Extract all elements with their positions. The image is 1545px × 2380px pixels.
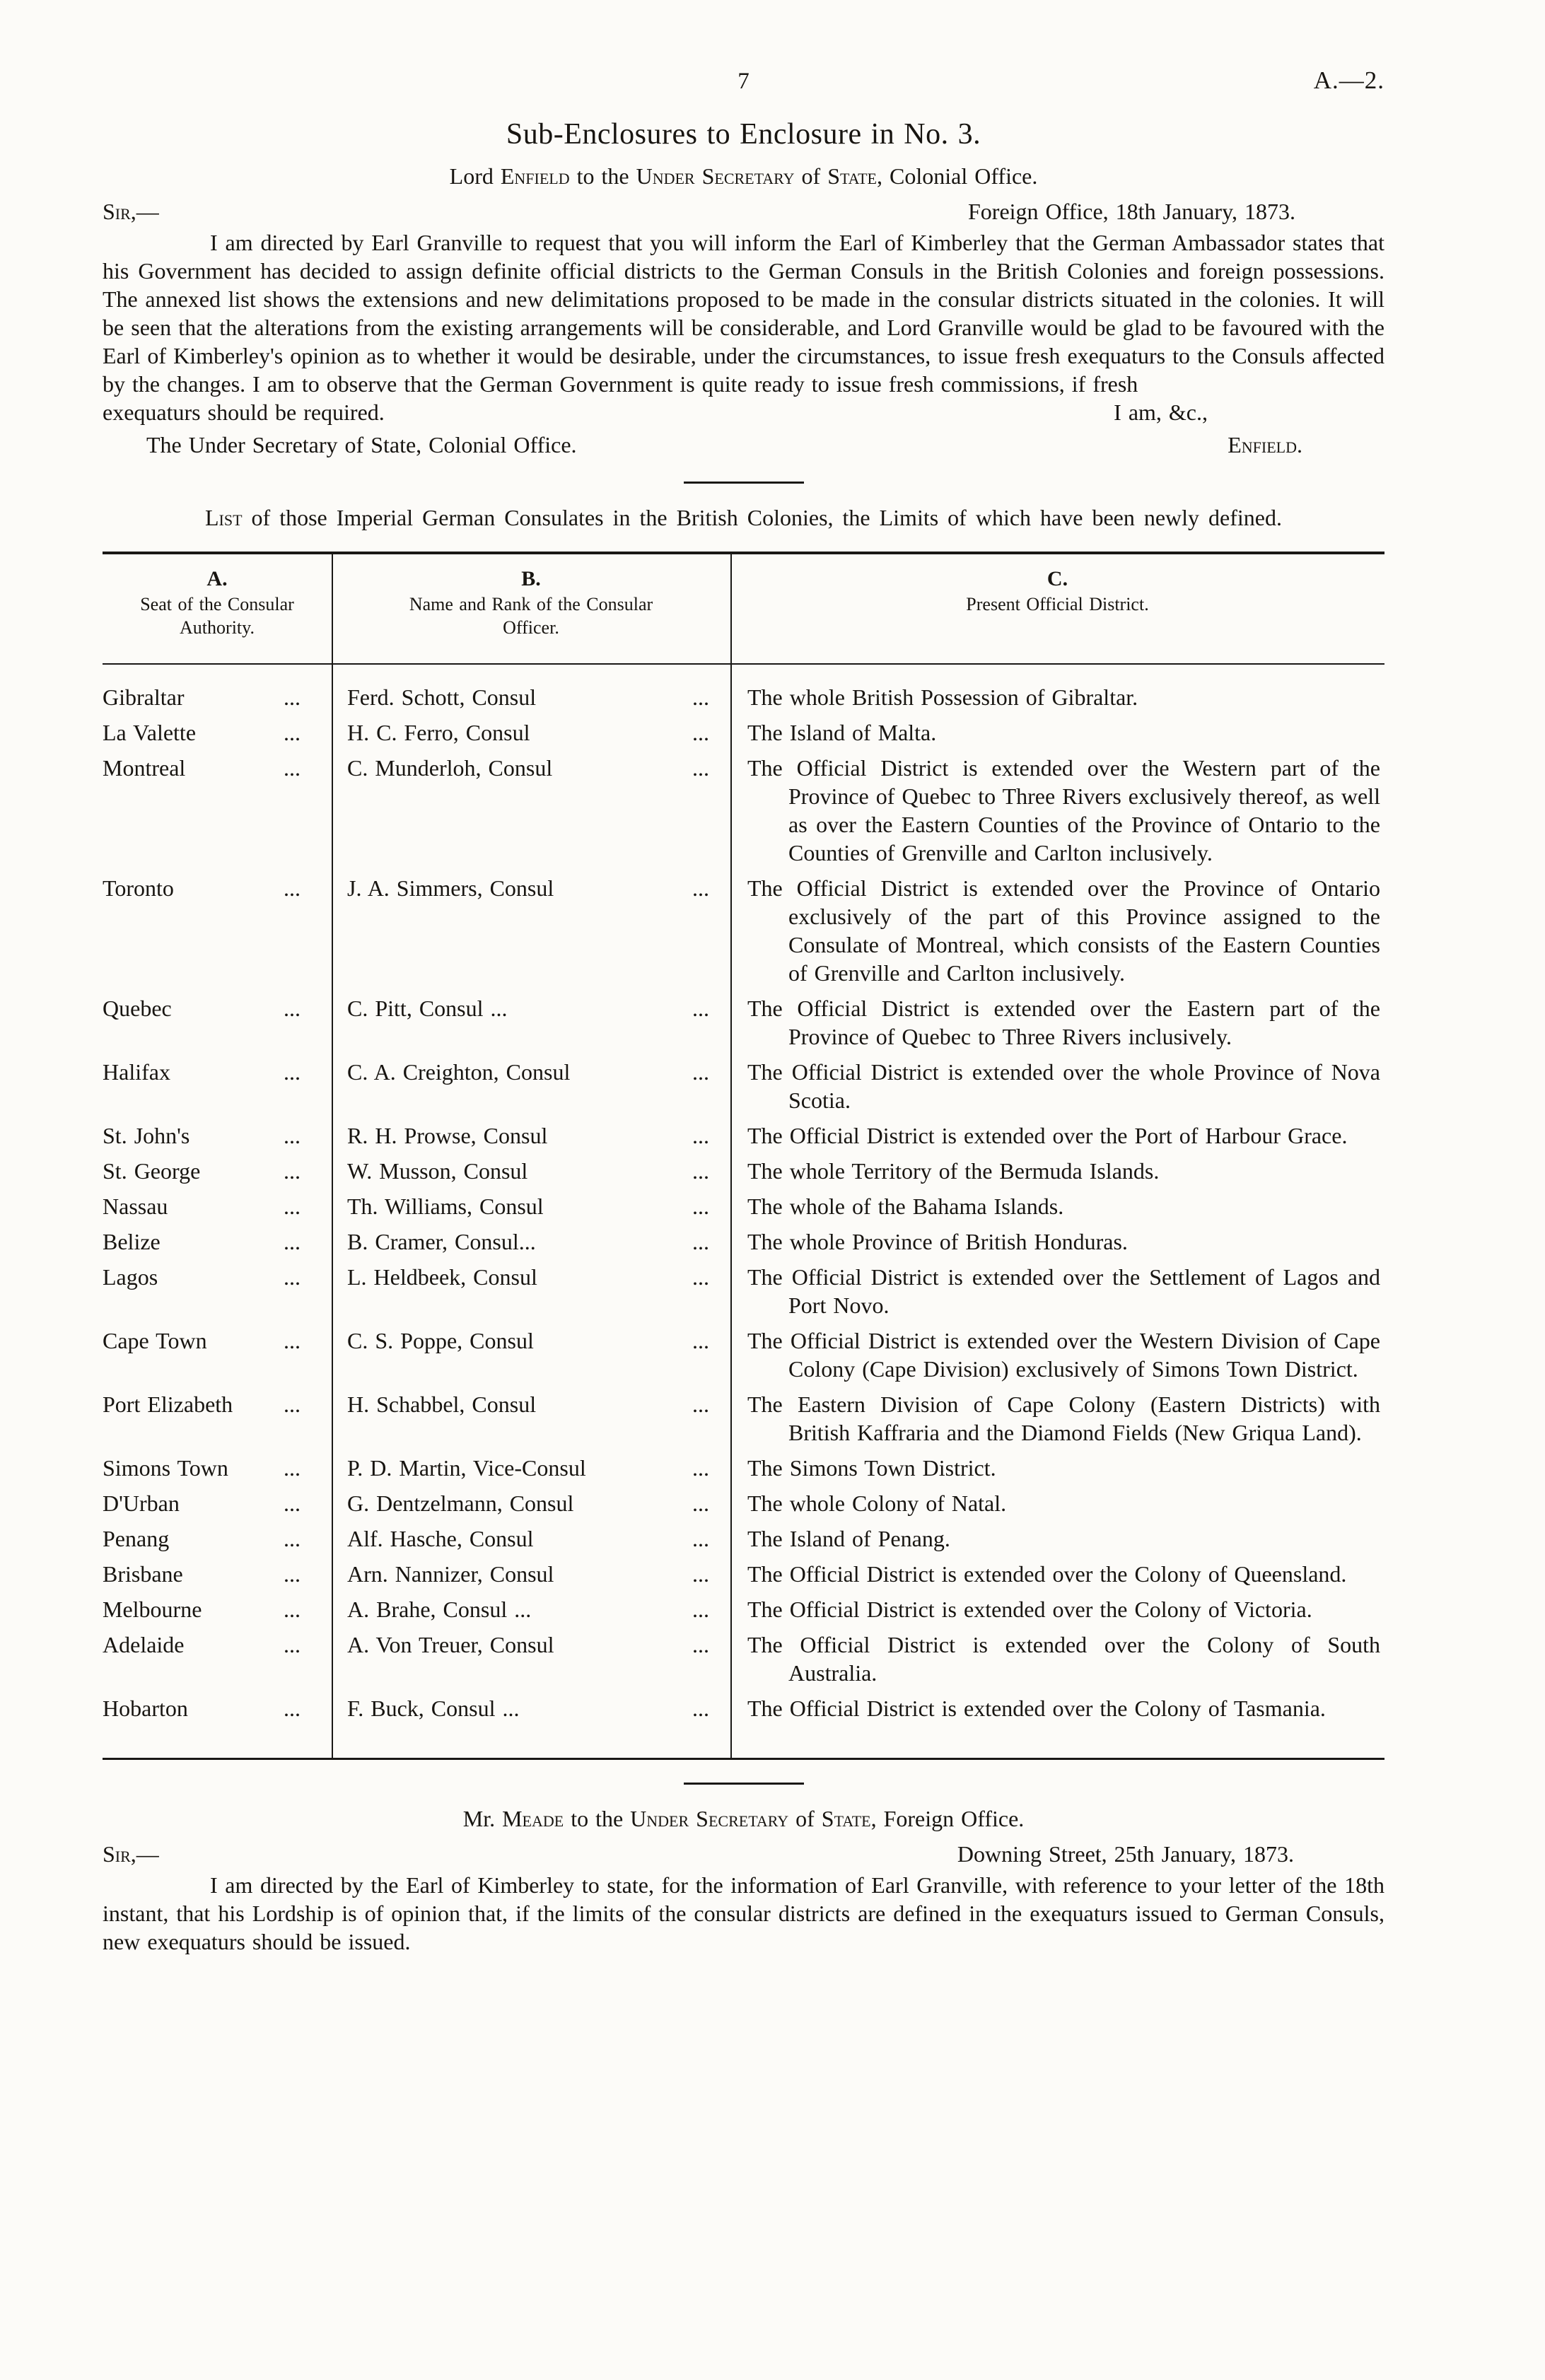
table-row [103, 1560, 1384, 1588]
column-desc-a: Seat of the Consular Authority. [140, 594, 294, 638]
officer-cell [332, 1595, 730, 1623]
officer-name: A. Von Treuer, Consul [347, 1632, 554, 1658]
officer-name: F. Buck, Consul ... [347, 1696, 520, 1722]
page-number: 7 [737, 69, 750, 94]
district-cell: The Official District is extended over the Settlement of Lagos and Port Novo. [747, 1264, 1380, 1319]
dot-leader: ... [692, 996, 709, 1022]
officer-name: Th. Williams, Consul [347, 1194, 544, 1220]
table-row [103, 1524, 1384, 1553]
seat-name: Cape Town [103, 1328, 207, 1354]
officer-cell [332, 1192, 730, 1220]
dot-leader: ... [284, 1491, 301, 1517]
document-title: Sub-Enclosures to Enclosure in No. 3. [506, 118, 981, 151]
section-divider-1 [684, 482, 804, 484]
officer-name: H. Schabbel, Consul [347, 1392, 537, 1418]
table-header-row [103, 554, 1384, 665]
seat-cell [103, 1454, 332, 1482]
dot-leader: ... [692, 1561, 709, 1587]
dot-leader: ... [284, 1328, 301, 1354]
dot-leader: ... [692, 1597, 709, 1623]
officer-cell [332, 1058, 730, 1086]
district-cell: The Official District is extended over the Port of Harbour Grace. [747, 1123, 1348, 1149]
table-row [103, 1157, 1384, 1185]
district-cell: The Official District is extended over the Colony of Queensland. [747, 1561, 1347, 1587]
district-cell: The Official District is extended over the Eastern part of the Province of Quebec to Three Rivers inclusively. [747, 996, 1380, 1050]
letter1-salutation: Sir,— [103, 198, 159, 224]
officer-cell [332, 754, 730, 782]
dot-leader: ... [284, 684, 301, 711]
district-cell: The Official District is extended over the Western Division of Cape Colony (Cape Division) exclusively of Simons Town District. [747, 1328, 1380, 1382]
seat-cell [103, 1157, 332, 1185]
officer-cell [332, 1524, 730, 1553]
letter1-dateline: Foreign Office, 18th January, 1873. [967, 198, 1295, 224]
seat-cell [103, 1524, 332, 1553]
district-cell: The Official District is extended over the Western part of the Province of Quebec to Three Rivers exclusively thereof, as well as over the Eastern Counties of the Province of Ontario to the Counties of Grenville and Carlton inclusively. [747, 755, 1380, 866]
dot-leader: ... [692, 1491, 709, 1517]
column-desc-c: Present Official District. [966, 594, 1149, 615]
district-cell: The Official District is extended over the Province of Ontario exclusively of the part of this Province assigned to the Consulate of Montreal, which consists of the Eastern Counties of Grenville and Carlton inclusively. [747, 875, 1380, 986]
seat-name: Simons Town [103, 1455, 228, 1481]
seat-name: Melbourne [103, 1597, 202, 1623]
dot-leader: ... [692, 1392, 709, 1418]
dot-leader: ... [692, 1455, 709, 1481]
district-cell: The Eastern Division of Cape Colony (Eastern Districts) with British Kaffraria and the Diamond Fields (New Griqua Land). [747, 1392, 1380, 1446]
seat-cell [103, 683, 332, 711]
letter1-salutation-row [103, 197, 1384, 226]
officer-cell [332, 1489, 730, 1517]
seat-name: Gibraltar [103, 684, 185, 711]
table-row [103, 1263, 1384, 1319]
letter1-signature: Enfield. [1228, 431, 1302, 457]
letter1-heading: Lord Enfield to the Under Secretary of State, Colonial Office. [449, 163, 1038, 189]
district-cell: The whole Colony of Natal. [747, 1491, 1007, 1517]
officer-name: P. D. Martin, Vice-Consul [347, 1455, 586, 1481]
list-heading: List of those Imperial German Consulates in the British Colonies, the Limits of which have been newly defined. [204, 504, 1282, 530]
table-header-district [730, 566, 1384, 640]
dot-leader: ... [284, 1229, 301, 1255]
seat-cell [103, 1694, 332, 1722]
letter1-signature-row [103, 431, 1384, 459]
officer-cell [332, 1326, 730, 1355]
officer-cell [332, 874, 730, 902]
column-letter-b: B. [521, 566, 541, 590]
dot-leader: ... [692, 1059, 709, 1085]
letter2-salutation: Sir,— [103, 1841, 159, 1867]
seat-cell [103, 1560, 332, 1588]
table-row [103, 754, 1384, 867]
dot-leader: ... [284, 1264, 301, 1290]
letter1-addressee: The Under Secretary of State, Colonial Office. [146, 431, 577, 457]
officer-name: H. C. Ferro, Consul [347, 720, 530, 746]
district-cell: The whole British Possession of Gibraltar. [747, 684, 1138, 711]
dot-leader: ... [284, 1526, 301, 1552]
dot-leader: ... [284, 1597, 301, 1623]
officer-cell [332, 718, 730, 747]
seat-cell [103, 1595, 332, 1623]
letter1-valediction: I am, &c., [1114, 399, 1208, 425]
district-cell: The Official District is extended over the Colony of Victoria. [747, 1597, 1312, 1623]
consulates-table-body [103, 665, 1384, 1758]
dot-leader: ... [284, 1392, 301, 1418]
dot-leader: ... [692, 1696, 709, 1722]
folio-mark: A.—2. [1313, 66, 1384, 94]
dot-leader: ... [692, 1229, 709, 1255]
officer-cell [332, 1157, 730, 1185]
dot-leader: ... [284, 720, 301, 746]
table-row [103, 874, 1384, 987]
officer-cell [332, 1227, 730, 1256]
district-cell: The whole Territory of the Bermuda Islands. [747, 1158, 1160, 1184]
district-cell: The whole Province of British Honduras. [747, 1229, 1128, 1255]
column-letter-a: A. [206, 566, 228, 590]
officer-name: Ferd. Schott, Consul [347, 684, 537, 711]
seat-cell [103, 718, 332, 747]
dot-leader: ... [284, 996, 301, 1022]
seat-name: Quebec [103, 996, 172, 1022]
table-row [103, 994, 1384, 1051]
officer-name: C. Pitt, Consul ... [347, 996, 508, 1022]
seat-name: Hobarton [103, 1696, 188, 1722]
letter1-closing-row [103, 398, 1384, 426]
letter1-body-last-line: exequaturs should be required. [103, 399, 385, 425]
table-row [103, 1192, 1384, 1220]
section-divider-2 [684, 1783, 804, 1785]
seat-name: Lagos [103, 1264, 158, 1290]
dot-leader: ... [284, 1194, 301, 1220]
dot-leader: ... [692, 1264, 709, 1290]
dot-leader: ... [692, 720, 709, 746]
table-row [103, 1390, 1384, 1447]
officer-cell [332, 1694, 730, 1722]
seat-name: St. George [103, 1158, 201, 1184]
officer-name: B. Cramer, Consul... [347, 1229, 536, 1255]
officer-name: G. Dentzelmann, Consul [347, 1491, 574, 1517]
dot-leader: ... [284, 1123, 301, 1149]
table-row [103, 1489, 1384, 1517]
seat-cell [103, 1326, 332, 1355]
officer-cell [332, 1121, 730, 1150]
table-row [103, 1454, 1384, 1482]
table-row [103, 718, 1384, 747]
table-column-rule-2 [730, 554, 732, 1758]
seat-name: Halifax [103, 1059, 170, 1085]
dot-leader: ... [692, 1158, 709, 1184]
dot-leader: ... [284, 1632, 301, 1658]
district-cell: The Official District is extended over the Colony of South Australia. [747, 1632, 1380, 1686]
officer-cell [332, 1454, 730, 1482]
seat-name: Brisbane [103, 1561, 183, 1587]
officer-name: Arn. Nannizer, Consul [347, 1561, 554, 1587]
dot-leader: ... [692, 1328, 709, 1354]
table-row [103, 1227, 1384, 1256]
dot-leader: ... [692, 684, 709, 711]
district-cell: The Simons Town District. [747, 1455, 996, 1481]
seat-cell [103, 754, 332, 782]
dot-leader: ... [284, 1455, 301, 1481]
letter1-body: I am directed by Earl Granville to request that you will inform the Earl of Kimberley that the German Ambassador states that his Government has decided to assign definite official districts to the German Consuls in the British Colonies and foreign possessions. The annexed list shows the extensions and new delimitations proposed to be made in the consular districts situated in the colonies. It will be seen that the alterations from the existing arrangements will be considerable, and Lord Granville would be glad to be favoured with the Earl of Kimberley's opinion as to whether it would be desirable, under the circumstances, to issue fresh exequaturs to the Consuls affected by the changes. I am to observe that the German Government is quite ready to issue fresh commissions, if fresh [103, 229, 1384, 397]
officer-name: C. A. Creighton, Consul [347, 1059, 571, 1085]
dot-leader: ... [692, 1632, 709, 1658]
officer-cell [332, 683, 730, 711]
district-cell: The Official District is extended over the whole Province of Nova Scotia. [747, 1059, 1380, 1114]
letter2-salutation-row [103, 1840, 1384, 1868]
seat-cell [103, 1489, 332, 1517]
table-row [103, 1595, 1384, 1623]
officer-name: W. Musson, Consul [347, 1158, 528, 1184]
letter2-body: I am directed by the Earl of Kimberley to state, for the information of Earl Granville, with reference to your letter of the 18th instant, that his Lordship is of opinion that, if the limits of the consular districts are defined in the exequaturs issued to German Consuls, new exequaturs should be issued. [103, 1872, 1384, 1955]
table-row [103, 1326, 1384, 1383]
seat-cell [103, 1631, 332, 1659]
officer-cell [332, 1390, 730, 1418]
column-desc-b: Name and Rank of the Consular Officer. [409, 594, 653, 638]
seat-name: Montreal [103, 755, 186, 781]
table-row [103, 1121, 1384, 1150]
dot-leader: ... [284, 755, 301, 781]
officer-cell [332, 1263, 730, 1291]
seat-cell [103, 1192, 332, 1220]
dot-leader: ... [692, 1526, 709, 1552]
seat-name: Toronto [103, 875, 174, 902]
officer-name: L. Heldbeek, Consul [347, 1264, 537, 1290]
seat-cell [103, 1390, 332, 1418]
table-header-seat [103, 566, 332, 640]
page-header [103, 65, 1384, 96]
district-cell: The whole of the Bahama Islands. [747, 1194, 1064, 1220]
officer-cell [332, 1560, 730, 1588]
column-letter-c: C. [1046, 566, 1068, 590]
officer-name: C. Munderloh, Consul [347, 755, 553, 781]
officer-cell [332, 994, 730, 1022]
officer-name: Alf. Hasche, Consul [347, 1526, 534, 1552]
officer-name: A. Brahe, Consul ... [347, 1597, 532, 1623]
table-column-rule-1 [332, 554, 333, 1758]
dot-leader: ... [284, 1059, 301, 1085]
dot-leader: ... [692, 755, 709, 781]
seat-name: D'Urban [103, 1491, 180, 1517]
letter2-heading: Mr. Meade to the Under Secretary of State, Foreign Office. [462, 1806, 1025, 1832]
seat-cell [103, 1263, 332, 1291]
letter2-dateline: Downing Street, 25th January, 1873. [957, 1841, 1294, 1867]
officer-name: J. A. Simmers, Consul [347, 875, 554, 902]
officer-name: R. H. Prowse, Consul [347, 1123, 548, 1149]
seat-name: La Valette [103, 720, 197, 746]
seat-cell [103, 1058, 332, 1086]
dot-leader: ... [284, 875, 301, 902]
seat-cell [103, 994, 332, 1022]
seat-name: Nassau [103, 1194, 168, 1220]
seat-name: Adelaide [103, 1632, 185, 1658]
dot-leader: ... [284, 1158, 301, 1184]
consulates-table [103, 552, 1384, 1761]
table-row [103, 683, 1384, 711]
seat-name: Belize [103, 1229, 161, 1255]
dot-leader: ... [692, 875, 709, 902]
dot-leader: ... [692, 1123, 709, 1149]
seat-name: St. John's [103, 1123, 190, 1149]
district-cell: The Island of Penang. [747, 1526, 950, 1552]
table-row [103, 1631, 1384, 1687]
dot-leader: ... [692, 1194, 709, 1220]
officer-name: C. S. Poppe, Consul [347, 1328, 534, 1354]
dot-leader: ... [284, 1696, 301, 1722]
dot-leader: ... [284, 1561, 301, 1587]
seat-cell [103, 1121, 332, 1150]
seat-cell [103, 1227, 332, 1256]
seat-name: Penang [103, 1526, 170, 1552]
table-row [103, 1058, 1384, 1114]
district-cell: The Island of Malta. [747, 720, 937, 746]
seat-cell [103, 874, 332, 902]
officer-cell [332, 1631, 730, 1659]
district-cell: The Official District is extended over the Colony of Tasmania. [747, 1696, 1326, 1722]
seat-name: Port Elizabeth [103, 1392, 233, 1418]
table-header-officer [332, 566, 730, 640]
table-row [103, 1694, 1384, 1722]
